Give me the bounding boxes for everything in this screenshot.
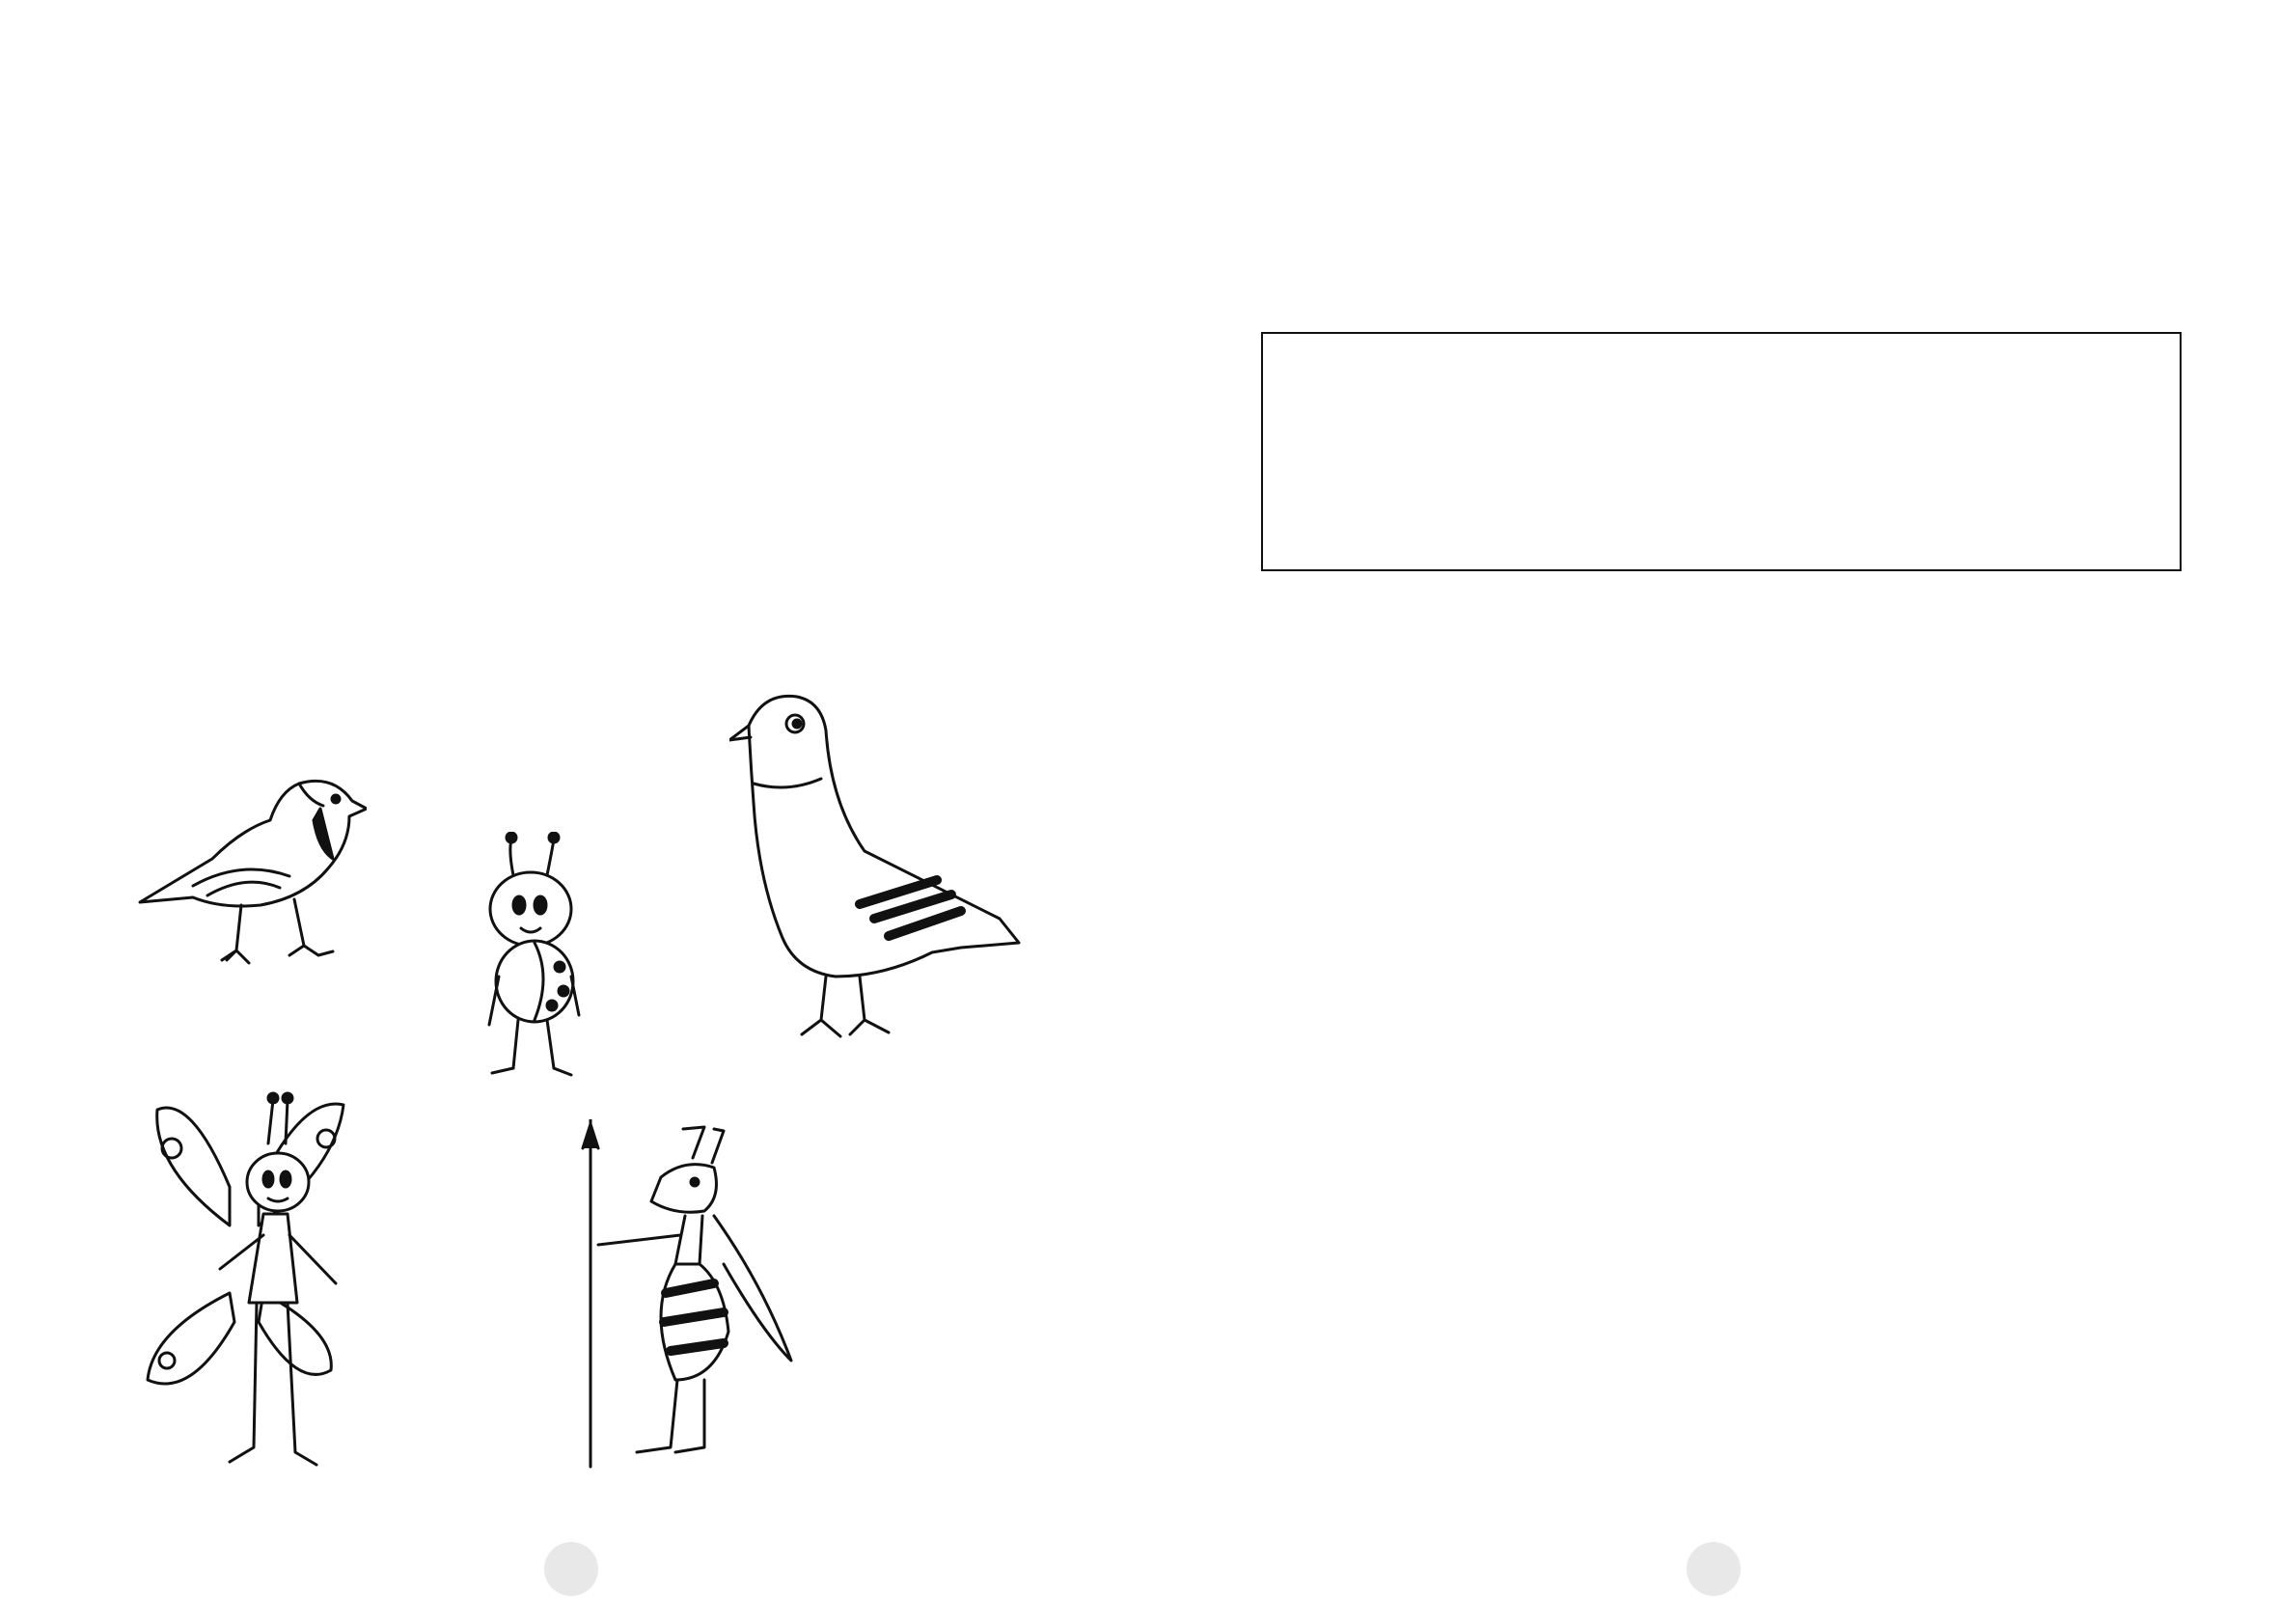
wasp-illustration[interactable] (569, 1119, 801, 1476)
right-page (1140, 0, 2279, 1624)
ladybug-illustration[interactable] (475, 832, 600, 1083)
page-number (544, 1542, 598, 1596)
butterfly-illustration[interactable] (133, 1090, 365, 1476)
example-train-frame (1261, 332, 2182, 571)
sparrow-illustration[interactable] (135, 762, 367, 984)
page-number (1687, 1542, 1741, 1596)
pigeon-illustration[interactable] (729, 687, 1029, 1054)
